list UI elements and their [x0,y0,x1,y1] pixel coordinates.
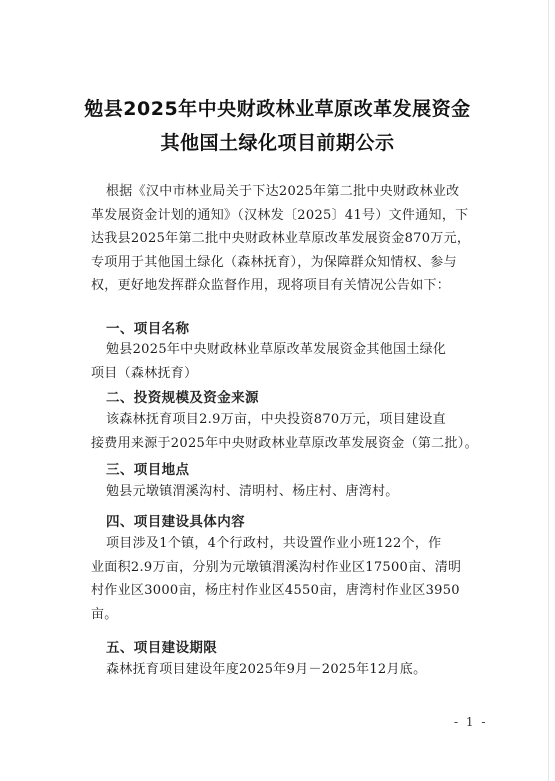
section-heading-investment: 二、投资规模及资金来源 [106,390,259,406]
section-body-period [91,658,501,682]
intro-line: 专项用于其他国土绿化（森林抚育），为保障群众知情权、参与 [91,254,457,270]
section-line: 项目（森林抚育） [91,365,198,381]
document-title-line-1: 勉县2025年中央财政林业草原改革发展资金 [84,98,471,120]
document-title-line-2: 其他国土绿化项目前期公示 [160,132,395,154]
section-line: 亩。 [91,606,118,622]
section-line: 业面积2.9万亩，分别为元墩镇渭溪沟村作业区17500亩、清明 [91,559,462,575]
section-body-project-name [91,338,501,385]
intro-line: 革发展资金计划的通知》（汉林发〔2025〕41号）文件通知，下 [91,207,469,223]
section-line: 勉县2025年中央财政林业草原改革发展资金其他国土绿化 [106,342,447,357]
intro-line: 权，更好地发挥群众监督作用，现将项目有关情况公告如下： [91,278,451,293]
intro-line: 根据《汉中市林业局关于下达2025年第二批中央财政林业改 [106,184,460,199]
section-line: 勉县元墩镇渭溪沟村、清明村、杨庄村、唐湾村。 [106,484,399,499]
section-heading-project-name: 一、项目名称 [106,321,190,337]
intro-paragraph [91,180,501,298]
section-body-content [91,532,501,626]
section-heading-content: 四、项目建设具体内容 [106,514,245,530]
page-number: - 1 - [454,715,488,729]
section-line: 森林抚育项目建设年度2025年9月－2025年12月底。 [106,662,427,677]
section-body-investment [91,408,501,455]
intro-line: 达我县2025年第二批中央财政林业草原改革发展资金870万元， [91,231,471,246]
section-heading-period: 五、项目建设期限 [106,640,218,656]
section-line: 村作业区3000亩，杨庄村作业区4550亩，唐湾村作业区3950 [91,583,460,598]
section-body-location [91,480,501,504]
section-line: 项目涉及1个镇，4个行政村，共设置作业小班122个，作 [106,536,442,551]
section-heading-location: 三、项目地点 [106,462,190,478]
section-line: 该森林抚育项目2.9万亩，中央投资870万元，项目建设直 [106,412,446,427]
section-line: 接费用来源于2025年中央财政林业草原改革发展资金（第二批）。 [91,435,478,451]
page-edge-line [548,0,549,781]
